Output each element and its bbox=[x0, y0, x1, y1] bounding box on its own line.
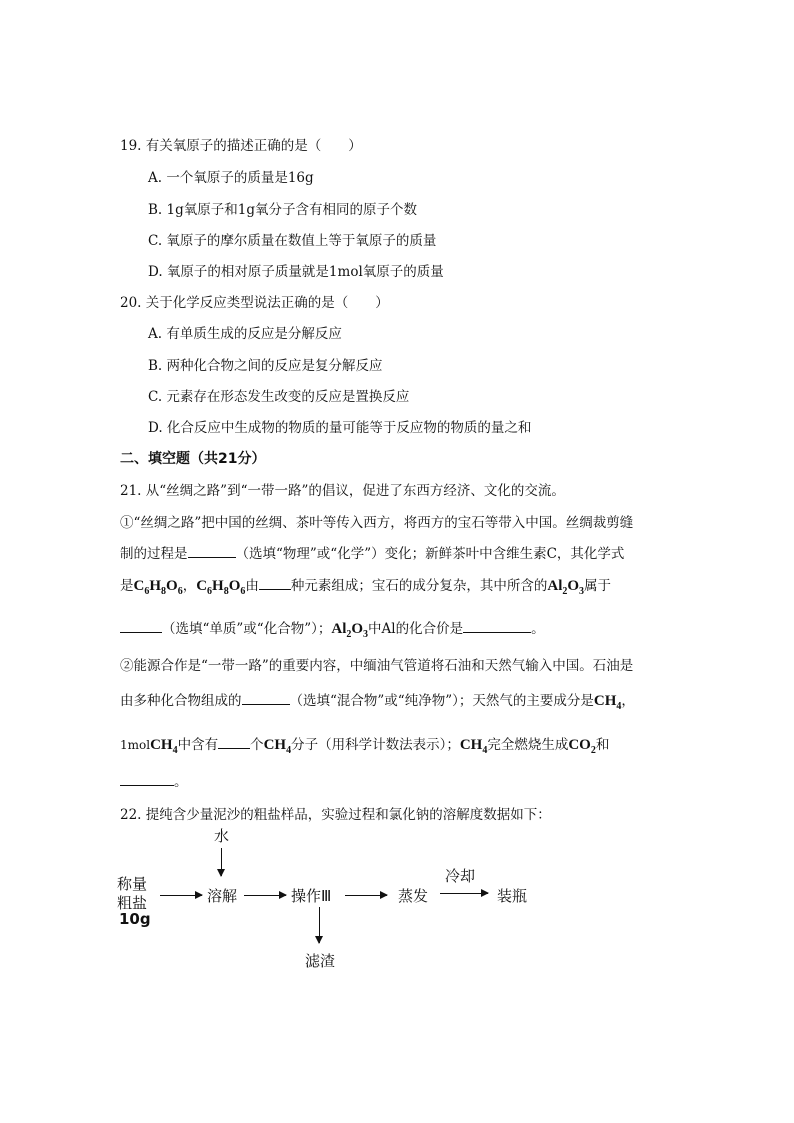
methane-formula: $CH_4$ bbox=[263, 737, 292, 756]
carbon-dioxide-formula: $CO_2$ bbox=[568, 737, 596, 756]
flow-cool-label: 冷却 bbox=[445, 867, 476, 885]
q20-option-d: D. 化合反应中生成物的物质的量可能等于反应物的物质的量之和 bbox=[148, 420, 532, 436]
answer-blank[interactable] bbox=[259, 577, 291, 590]
flow-bottle: 装瓶 bbox=[497, 887, 528, 905]
q20-option-b: B. 两种化合物之间的反应是复分解反应 bbox=[148, 358, 383, 374]
q19-option-d: D. 氧原子的相对原子质量就是1mol氧原子的质量 bbox=[148, 264, 444, 280]
flow-dissolve: 溶解 bbox=[207, 887, 238, 905]
flow-operation-iii: 操作Ⅲ bbox=[291, 887, 332, 905]
answer-blank[interactable] bbox=[242, 692, 290, 705]
flow-evaporate: 蒸发 bbox=[398, 887, 429, 905]
answer-blank[interactable] bbox=[188, 545, 236, 558]
q19-option-a: A. 一个氧原子的质量是16g bbox=[148, 170, 314, 186]
q21-part2-line3: 1molCH$_4$中含有 个$CH_4$分子（用科学计数法表示）；$CH_4$完全燃烧生成$CO_2$和 bbox=[120, 737, 610, 756]
residue-arrow bbox=[319, 907, 320, 943]
flow-arrow-1 bbox=[160, 895, 202, 896]
q21-part1-line4: （选填“单质”或“化合物”）；$Al_2O_3$中Al的化合价是 。 bbox=[120, 617, 545, 640]
methane-formula: $CH_4$ bbox=[150, 737, 178, 756]
vitamin-c-formula: $C_6H_8O_6$ bbox=[133, 578, 183, 597]
q19-stem: 19. 有关氧原子的描述正确的是（ ） bbox=[120, 138, 362, 154]
alumina-formula: $Al_2O_3$ bbox=[331, 621, 369, 640]
flow-arrow-2 bbox=[244, 895, 286, 896]
q19-option-b: B. 1g氧原子和1g氧分子含有相同的原子个数 bbox=[148, 202, 417, 218]
q20-option-a: A. 有单质生成的反应是分解反应 bbox=[148, 326, 342, 342]
methane-formula: $CH_4$ bbox=[593, 693, 622, 712]
alumina-formula: $Al_2O_3$ bbox=[547, 578, 585, 597]
q20-option-c: C. 元素存在形态发生改变的反应是置换反应 bbox=[148, 389, 410, 405]
methane-formula: $CH_4$ bbox=[459, 737, 488, 756]
q19-option-c: C. 氧原子的摩尔质量在数值上等于氧原子的质量 bbox=[148, 233, 437, 249]
flow-start-mass: 10g bbox=[119, 910, 151, 928]
flow-residue: 滤渣 bbox=[305, 952, 336, 970]
flow-start-line2: 粗盐 bbox=[117, 894, 148, 912]
q21-part1-line3: 是$C_6H_8O_6$，$C_6H_8O_6$由 种元素组成；宝石的成分复杂，其中所含的$Al_2O_3$属于 bbox=[120, 578, 612, 597]
answer-blank[interactable] bbox=[463, 620, 531, 633]
answer-blank[interactable] bbox=[120, 773, 174, 786]
answer-blank[interactable] bbox=[218, 736, 250, 749]
q21-part1-line1: ①“丝绸之路”把中国的丝绸、茶叶等传入西方，将西方的宝石等带入中国。丝绸裁剪缝 bbox=[120, 515, 634, 531]
answer-blank[interactable] bbox=[120, 620, 162, 633]
flow-water-label: 水 bbox=[214, 827, 230, 845]
q21-part1-line2: 制的过程是 （选填“物理”或“化学”）变化；新鲜茶叶中含维生素C，其化学式 bbox=[120, 546, 625, 562]
q21-part2-line1: ②能源合作是“一带一路”的重要内容，中缅油气管道将石油和天然气输入中国。石油是 bbox=[120, 658, 634, 674]
q21-part2-line4: 。 bbox=[120, 770, 188, 790]
section-title: 二、填空题（共21分） bbox=[120, 451, 266, 467]
q20-stem: 20. 关于化学反应类型说法正确的是（ ） bbox=[120, 295, 389, 311]
q21-part2-line2: 由多种化合物组成的 （选填“混合物”或“纯净物”）；天然气的主要成分是$CH_4$， bbox=[120, 693, 635, 712]
water-arrow bbox=[221, 848, 222, 876]
q21-stem: 21. 从“丝绸之路”到“一带一路”的倡议，促进了东西方经济、文化的交流。 bbox=[120, 483, 565, 499]
flow-arrow-3 bbox=[345, 895, 387, 896]
vitamin-c-formula: $C_6H_8O_6$ bbox=[196, 578, 246, 597]
q22-stem: 22. 提纯含少量泥沙的粗盐样品，实验过程和氯化钠的溶解度数据如下： bbox=[120, 807, 551, 823]
flow-arrow-4 bbox=[440, 893, 488, 894]
flow-start-line1: 称量 bbox=[117, 875, 148, 893]
